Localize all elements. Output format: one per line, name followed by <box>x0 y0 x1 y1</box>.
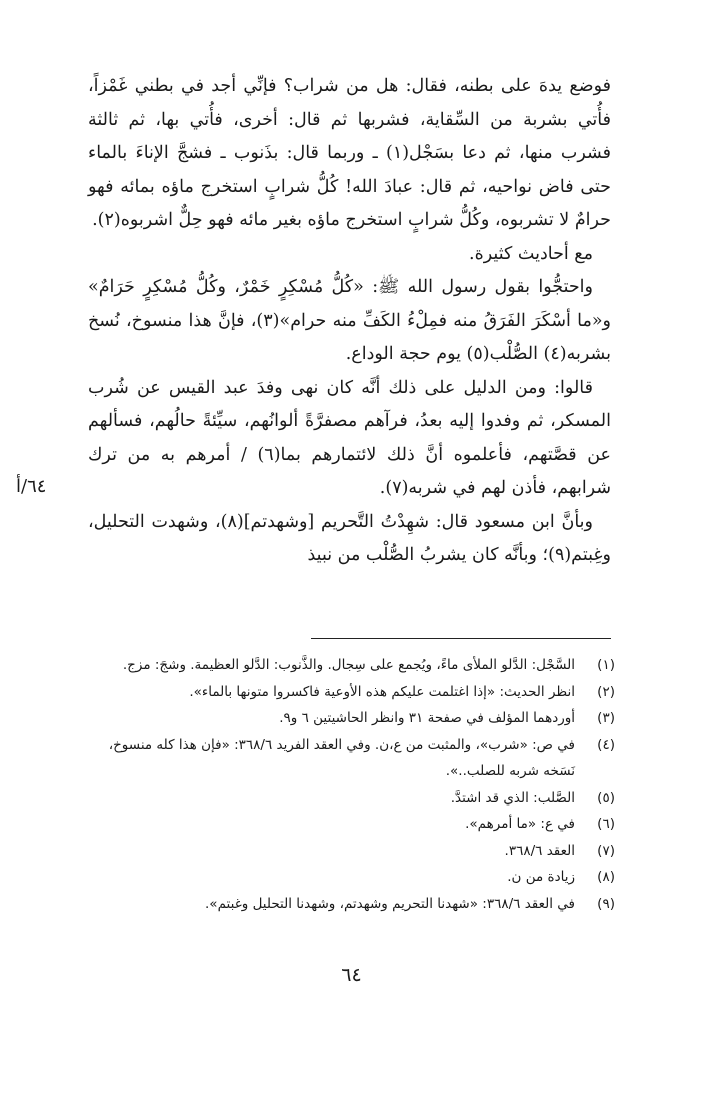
paragraph-4: قالوا: ومن الدليل على ذلك أنَّه كان نهى وفدَ عبد القيس عن شُرب المسكر، ثم وفدوا إليه بعدُ، فرآهم مصفرَّةً ألوانُهم، سيِّئةً حالُهم، فسألهم عن قصَّتهم، فأعلموه أنَّ ذلك لائتمارهم بما(٦) / أمرهم به من ترك شرابهم، فأذن لهم في شربه(٧). <box>88 377 611 498</box>
footnote-number: (٤) <box>597 736 615 753</box>
paragraph-1: فوضع يدهَ على بطنه، فقال: هل من شراب؟ فإنِّي أجد في بطني غَمْزاً، فأُتي بشربة من السِّقاية، فشربها ثم قال: أخرى، فأُتي بها، ثم ثالثة فشرب منها، ثم دعا بسَجْل(١) ـ وربما قال: بذَنوب ـ فشجَّ الإناءَ بالماء حتى فاض نواحيه، ثم قال: عبادَ الله! كُلُّ شرابٍ استخرج ماؤه بمائه فهو حرامٌ لا تشربوه، وكُلُّ شرابٍ استخرج ماؤه بغير مائه فهو حِلٌّ اشربوه(٢). <box>88 76 611 230</box>
footnote-separator <box>311 638 611 639</box>
footnote-number: (٥) <box>597 789 615 806</box>
paragraph-3: واحتجُّوا بقول رسول الله ﷺ: «كُلُّ مُسْكِرٍ خَمْرٌ، وكُلُّ مُسْكِرٍ حَرَامٌ» و«ما أسْكَرَ الفَرَقُ منه فمِلْءُ الكَفِّ منه حرام»(٣)، فإنَّ هذا منسوخ، نُسخ بشربه(٤) الصُّلْب(٥) يوم حجة الوداع. <box>88 277 611 364</box>
footnotes <box>85 652 615 917</box>
manuscript-folio-marker: ٦٤/أ <box>16 476 47 497</box>
footnote-2 <box>85 679 615 706</box>
footnote-7 <box>85 838 615 865</box>
footnote-number: (٦) <box>597 816 615 832</box>
footnote-5 <box>85 785 615 812</box>
paragraph-5: وبأنَّ ابن مسعود قال: شهِدْتُ التَّحريم [وشهدتم](٨)، وشهدت التحليل، وغِبتم(٩)؛ وبأنَّه كان يشربُ الصُّلْب من نبيذ <box>88 511 611 565</box>
footnote-text: أوردهما المؤلف في صفحة ٣١ وانظر الحاشيتين ٦ و٩. <box>279 710 575 726</box>
footnote-text: في ع: «ما أمرهم». <box>465 816 575 832</box>
footnote-text: في العقد ٣٦٨/٦: «شهدنا التحريم وشهدتم، وشهدنا التحليل وغبتم». <box>205 895 575 912</box>
footnote-number: (٨) <box>597 869 615 885</box>
footnote-3 <box>85 705 615 732</box>
footnote-text: انظر الحديث: «إذا اغتلمت عليكم هذه الأوعية فاكسروا متونها بالماء». <box>189 683 575 700</box>
footnote-6 <box>85 811 615 838</box>
paragraph-2: مع أحاديث كثيرة. <box>469 243 593 264</box>
footnote-text: السَّجْل: الدَّلو الملأى ماءً، ويُجمع على سِجال. والذَّنوب: الدَّلو العظيمة. وشجَ: مزج. <box>122 657 575 673</box>
footnote-4 <box>85 732 615 785</box>
footnote-9 <box>85 891 615 918</box>
footnote-1 <box>85 652 615 679</box>
footnote-text: في ص: «شرب»، والمثبت من ع،ن. وفي العقد الفريد ٣٦٨/٦: «فإن هذا كله منسوخ، نَسَخه شربه للصلب..». <box>108 736 575 779</box>
footnote-text: الصَّلب: الذي قد اشتدَّ. <box>450 789 575 806</box>
footnote-text: زيادة من ن. <box>507 869 575 885</box>
footnote-8 <box>85 864 615 891</box>
page-number: ٦٤ <box>341 964 362 986</box>
footnote-number: (٢) <box>597 683 615 700</box>
footnote-number: (١) <box>597 657 615 673</box>
footnote-number: (٧) <box>597 842 615 859</box>
footnote-text: العقد ٣٦٨/٦. <box>504 842 575 859</box>
main-text <box>88 70 611 573</box>
footnote-number: (٣) <box>597 710 615 726</box>
footnote-number: (٩) <box>597 895 615 912</box>
